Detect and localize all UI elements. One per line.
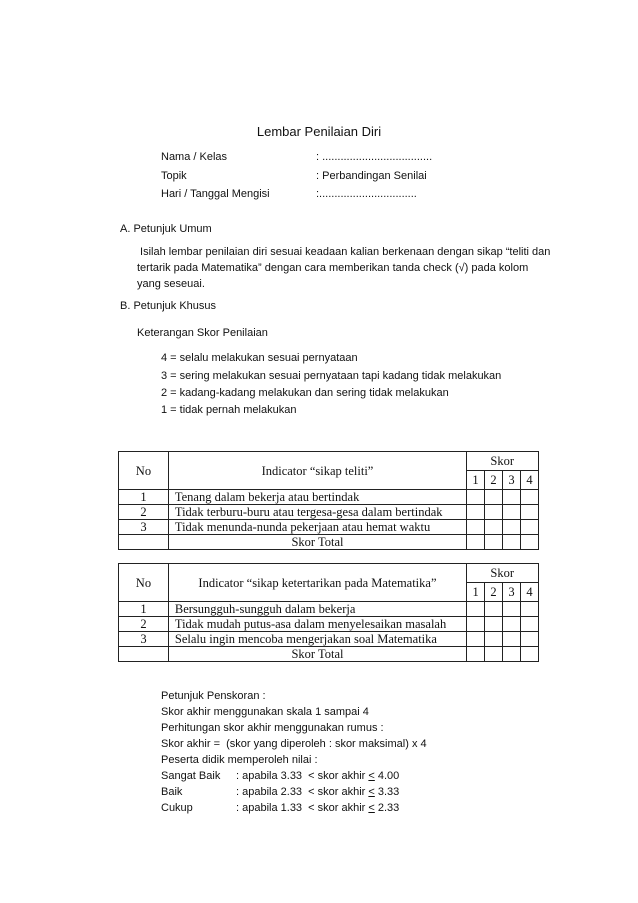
score-cell[interactable] — [467, 505, 485, 520]
row-no: 1 — [119, 602, 169, 617]
score-cell[interactable] — [485, 535, 503, 550]
row-no: 2 — [119, 505, 169, 520]
total-label: Skor Total — [168, 535, 466, 550]
scale-item: 4 = selalu melakukan sesuai pernyataan — [161, 352, 358, 364]
header-no: No — [119, 564, 169, 602]
identity-value: :................................ — [316, 188, 417, 200]
row-indicator: Bersungguh-sungguh dalam bekerja — [168, 602, 466, 617]
scoring-line: Skor akhir menggunakan skala 1 sampai 4 — [161, 706, 369, 718]
header-indicator: Indicator “sikap teliti” — [168, 452, 466, 490]
score-cell[interactable] — [520, 602, 538, 617]
score-col-3: 3 — [503, 583, 521, 602]
score-cell[interactable] — [503, 520, 521, 535]
score-cell[interactable] — [503, 617, 521, 632]
section-b-heading: B. Petunjuk Khusus — [120, 300, 217, 312]
row-indicator: Selalu ingin mencoba mengerjakan soal Matematika — [168, 632, 466, 647]
grade-rule-value: 3.33 — [374, 786, 400, 798]
score-cell[interactable] — [503, 632, 521, 647]
row-no: 2 — [119, 617, 169, 632]
score-cell[interactable] — [520, 617, 538, 632]
table-sikap-ketertarikan — [118, 563, 539, 662]
header-no: No — [119, 452, 169, 490]
row-no: 3 — [119, 632, 169, 647]
paragraph-line: Isilah lembar penilaian diri sesuai keadaan kalian berkenaan dengan sikap “teliti dan — [137, 246, 551, 258]
score-col-4: 4 — [520, 583, 538, 602]
grade-rule-value: 4.00 — [374, 770, 400, 782]
score-col-1: 1 — [467, 471, 485, 490]
grade-label: Cukup — [161, 802, 193, 814]
row-indicator: Tidak terburu-buru atau tergesa-gesa dalam bertindak — [168, 505, 466, 520]
grade-label: Baik — [161, 786, 183, 798]
scale-item: 1 = tidak pernah melakukan — [161, 404, 297, 416]
total-label: Skor Total — [168, 647, 466, 662]
grade-rule-value: 2.33 — [374, 802, 400, 814]
row-indicator: Tidak menunda-nunda pekerjaan atau hemat waktu — [168, 520, 466, 535]
scoring-formula: Skor akhir = (skor yang diperoleh : skor maksimal) x 4 — [161, 738, 427, 750]
score-col-2: 2 — [485, 471, 503, 490]
scoring-heading: Petunjuk Penskoran : — [161, 690, 266, 702]
paragraph-line: yang seseuai. — [137, 278, 205, 290]
table-sikap-teliti — [118, 451, 539, 550]
scoring-line: Peserta didik memperoleh nilai : — [161, 754, 318, 766]
table-total-row — [119, 647, 539, 662]
row-indicator: Tenang dalam bekerja atau bertindak — [168, 490, 466, 505]
score-cell[interactable] — [485, 602, 503, 617]
document-title: Lembar Penilaian Diri — [256, 124, 382, 139]
grade-rule-text: : apabila 1.33 < skor akhir — [236, 802, 369, 814]
less-equal-symbol: < — [368, 770, 375, 782]
score-cell[interactable] — [503, 647, 521, 662]
score-cell[interactable] — [520, 647, 538, 662]
score-cell[interactable] — [503, 602, 521, 617]
grade-label: Sangat Baik — [161, 770, 221, 782]
table-row — [119, 520, 539, 535]
less-equal-symbol: < — [368, 786, 375, 798]
score-cell[interactable] — [503, 505, 521, 520]
row-no: 1 — [119, 490, 169, 505]
empty-cell — [119, 535, 169, 550]
score-cell[interactable] — [520, 632, 538, 647]
scoring-line: Perhitungan skor akhir menggunakan rumus : — [161, 722, 384, 734]
identity-label: Nama / Kelas — [161, 151, 228, 163]
table-row — [119, 490, 539, 505]
score-cell[interactable] — [503, 535, 521, 550]
score-cell[interactable] — [467, 535, 485, 550]
score-col-4: 4 — [520, 471, 538, 490]
identity-label: Hari / Tanggal Mengisi — [161, 188, 270, 200]
row-indicator: Tidak mudah putus-asa dalam menyelesaikan masalah — [168, 617, 466, 632]
identity-value: : .................................... — [316, 151, 433, 163]
table-row — [119, 617, 539, 632]
empty-cell — [119, 647, 169, 662]
score-cell[interactable] — [485, 617, 503, 632]
table-row — [119, 632, 539, 647]
score-cell[interactable] — [520, 520, 538, 535]
header-indicator: Indicator “sikap ketertarikan pada Matematika” — [168, 564, 466, 602]
score-col-2: 2 — [485, 583, 503, 602]
table-row — [119, 602, 539, 617]
scale-item: 3 = sering melakukan sesuai pernyataan tapi kadang tidak melakukan — [161, 370, 502, 382]
score-cell[interactable] — [467, 602, 485, 617]
identity-label: Topik — [161, 170, 187, 182]
score-cell[interactable] — [467, 617, 485, 632]
score-cell[interactable] — [485, 520, 503, 535]
grade-rule — [236, 786, 399, 798]
score-cell[interactable] — [467, 490, 485, 505]
header-skor: Skor — [467, 564, 539, 583]
paragraph-line: tertarik pada Matematika” dengan cara memberikan tanda check (√) pada kolom — [137, 262, 529, 274]
section-b-subheading: Keterangan Skor Penilaian — [137, 327, 268, 339]
score-cell[interactable] — [467, 520, 485, 535]
score-cell[interactable] — [485, 505, 503, 520]
grade-rule — [236, 770, 399, 782]
score-cell[interactable] — [467, 632, 485, 647]
row-no: 3 — [119, 520, 169, 535]
header-skor: Skor — [467, 452, 539, 471]
score-cell[interactable] — [485, 490, 503, 505]
score-cell[interactable] — [520, 505, 538, 520]
scale-item: 2 = kadang-kadang melakukan dan sering tidak melakukan — [161, 387, 449, 399]
score-cell[interactable] — [520, 490, 538, 505]
score-col-3: 3 — [503, 471, 521, 490]
identity-value: : Perbandingan Senilai — [316, 170, 427, 182]
section-a-heading: A. Petunjuk Umum — [120, 223, 212, 235]
table-total-row — [119, 535, 539, 550]
table-row — [119, 505, 539, 520]
score-cell[interactable] — [485, 647, 503, 662]
section-a-paragraph — [137, 244, 557, 292]
score-cell[interactable] — [467, 647, 485, 662]
grade-rule-text: : apabila 2.33 < skor akhir — [236, 786, 369, 798]
score-cell[interactable] — [485, 632, 503, 647]
less-equal-symbol: < — [368, 802, 375, 814]
score-cell[interactable] — [503, 490, 521, 505]
score-col-1: 1 — [467, 583, 485, 602]
grade-rule-text: : apabila 3.33 < skor akhir — [236, 770, 369, 782]
grade-rule — [236, 802, 399, 814]
score-cell[interactable] — [520, 535, 538, 550]
